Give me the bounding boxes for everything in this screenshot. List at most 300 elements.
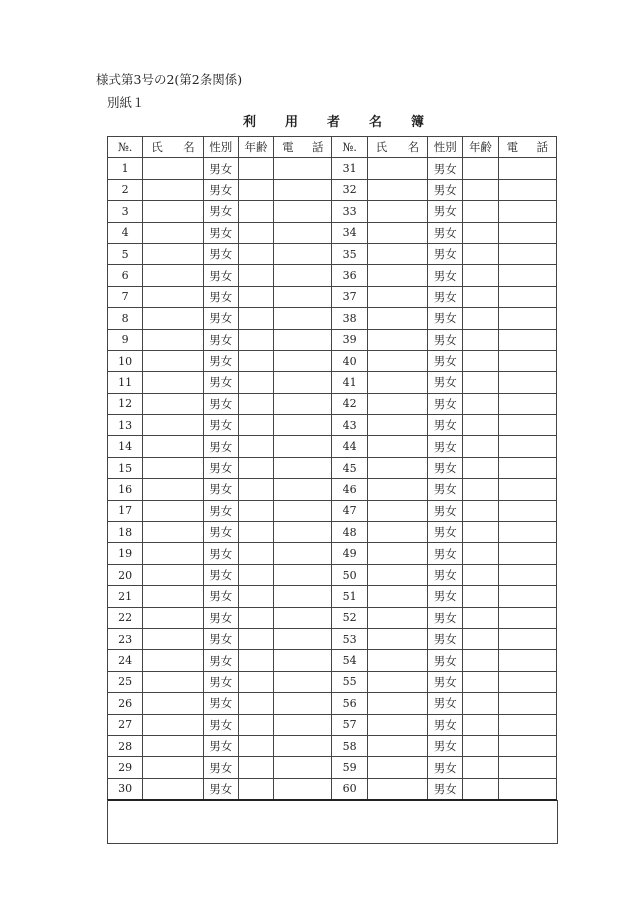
row-number: 31 [332,158,367,179]
name-cell[interactable] [143,415,203,436]
age-cell[interactable] [463,757,498,778]
name-cell[interactable] [367,158,427,179]
row-number: 60 [332,778,367,800]
sex-cell[interactable]: 男女 [203,479,238,500]
sex-cell[interactable]: 男女 [428,308,463,329]
age-cell[interactable] [463,286,498,307]
age-cell[interactable] [238,457,273,478]
sex-cell[interactable]: 男女 [428,286,463,307]
age-cell[interactable] [238,714,273,735]
tel-cell[interactable] [498,714,556,735]
row-number: 2 [108,179,143,200]
col-name-left-2: 氏 [375,140,388,155]
tel-cell[interactable] [498,693,556,714]
tel-cell[interactable] [274,308,332,329]
sex-cell[interactable]: 男女 [203,372,238,393]
name-cell[interactable] [143,308,203,329]
name-cell[interactable] [143,265,203,286]
name-cell[interactable] [143,693,203,714]
sex-cell[interactable]: 男女 [203,350,238,371]
sex-cell[interactable]: 男女 [203,607,238,628]
notes-box[interactable] [107,800,558,844]
age-cell[interactable] [238,735,273,756]
name-cell[interactable] [367,693,427,714]
sex-cell[interactable]: 男女 [203,393,238,414]
tel-cell[interactable] [498,586,556,607]
row-number: 20 [108,564,143,585]
tel-cell[interactable] [498,158,556,179]
name-cell[interactable] [143,735,203,756]
tel-cell[interactable] [498,265,556,286]
sex-cell[interactable]: 男女 [428,778,463,800]
name-cell[interactable] [367,628,427,649]
form-reference: 様式第3号の2(第2条関係) [96,72,243,87]
name-cell[interactable] [143,350,203,371]
name-cell[interactable] [143,650,203,671]
sex-cell[interactable]: 男女 [203,650,238,671]
age-cell[interactable] [238,650,273,671]
age-cell[interactable] [238,778,273,800]
name-cell[interactable] [143,457,203,478]
name-cell[interactable] [367,586,427,607]
age-cell[interactable] [238,179,273,200]
table-row [108,286,557,307]
row-number: 43 [332,415,367,436]
name-cell[interactable] [367,415,427,436]
age-cell[interactable] [463,350,498,371]
name-cell[interactable] [143,522,203,543]
tel-cell[interactable] [274,693,332,714]
tel-cell[interactable] [498,179,556,200]
tel-cell[interactable] [498,500,556,521]
age-cell[interactable] [463,714,498,735]
tel-cell[interactable] [274,500,332,521]
tel-cell[interactable] [498,650,556,671]
row-number: 23 [108,628,143,649]
name-cell[interactable] [143,286,203,307]
tel-cell[interactable] [498,671,556,692]
row-number: 1 [108,158,143,179]
sex-cell[interactable]: 男女 [428,265,463,286]
sex-cell[interactable]: 男女 [203,586,238,607]
sex-cell[interactable]: 男女 [428,222,463,243]
sex-cell[interactable]: 男女 [428,522,463,543]
age-cell[interactable] [463,671,498,692]
col-tel-header-2 [498,137,556,158]
age-cell[interactable] [463,479,498,500]
name-cell[interactable] [143,372,203,393]
sex-cell[interactable]: 男女 [428,243,463,264]
tel-cell[interactable] [274,393,332,414]
sex-cell[interactable]: 男女 [428,201,463,222]
sex-cell[interactable]: 男女 [203,457,238,478]
tel-cell[interactable] [274,286,332,307]
age-cell[interactable] [238,693,273,714]
age-cell[interactable] [463,543,498,564]
name-cell[interactable] [367,329,427,350]
col-name-header [143,137,203,158]
sex-cell[interactable]: 男女 [428,350,463,371]
name-cell[interactable] [143,500,203,521]
sex-cell[interactable]: 男女 [428,607,463,628]
sex-cell[interactable]: 男女 [203,436,238,457]
table-row [108,607,557,628]
age-cell[interactable] [238,543,273,564]
sex-cell[interactable]: 男女 [428,436,463,457]
age-cell[interactable] [463,628,498,649]
tel-cell[interactable] [274,586,332,607]
col-name-right: 名 [183,140,195,155]
name-cell[interactable] [367,564,427,585]
col-age-header: 年齢 [238,137,273,158]
name-cell[interactable] [367,457,427,478]
age-cell[interactable] [463,308,498,329]
tel-cell[interactable] [498,735,556,756]
sex-cell[interactable]: 男女 [428,158,463,179]
row-number: 52 [332,607,367,628]
age-cell[interactable] [238,265,273,286]
sex-cell[interactable]: 男女 [428,479,463,500]
row-number: 50 [332,564,367,585]
sex-cell[interactable]: 男女 [428,415,463,436]
tel-cell[interactable] [274,564,332,585]
name-cell[interactable] [367,757,427,778]
tel-cell[interactable] [498,350,556,371]
sex-cell[interactable]: 男女 [203,564,238,585]
name-cell[interactable] [367,308,427,329]
name-cell[interactable] [367,522,427,543]
sex-cell[interactable]: 男女 [203,693,238,714]
sex-cell[interactable]: 男女 [428,735,463,756]
sex-cell[interactable]: 男女 [428,329,463,350]
tel-cell[interactable] [274,457,332,478]
sex-cell[interactable]: 男女 [428,500,463,521]
name-cell[interactable] [143,393,203,414]
name-cell[interactable] [367,607,427,628]
sex-cell[interactable]: 男女 [203,671,238,692]
name-cell[interactable] [143,222,203,243]
name-cell[interactable] [367,243,427,264]
row-number: 58 [332,735,367,756]
sex-cell[interactable]: 男女 [203,158,238,179]
age-cell[interactable] [463,158,498,179]
age-cell[interactable] [463,436,498,457]
age-cell[interactable] [463,179,498,200]
age-cell[interactable] [238,671,273,692]
age-cell[interactable] [238,372,273,393]
table-row [108,500,557,521]
age-cell[interactable] [463,693,498,714]
row-number: 38 [332,308,367,329]
table-row [108,714,557,735]
name-cell[interactable] [143,778,203,800]
row-number: 51 [332,586,367,607]
sex-cell[interactable]: 男女 [428,671,463,692]
age-cell[interactable] [238,500,273,521]
age-cell[interactable] [238,607,273,628]
row-number: 49 [332,543,367,564]
sex-cell[interactable]: 男女 [203,308,238,329]
row-number: 28 [108,735,143,756]
row-number: 7 [108,286,143,307]
tel-cell[interactable] [274,179,332,200]
row-number: 13 [108,415,143,436]
tel-cell[interactable] [274,372,332,393]
age-cell[interactable] [238,415,273,436]
tel-cell[interactable] [498,564,556,585]
name-cell[interactable] [367,778,427,800]
age-cell[interactable] [238,586,273,607]
name-cell[interactable] [143,564,203,585]
row-number: 10 [108,350,143,371]
age-cell[interactable] [238,436,273,457]
name-cell[interactable] [143,586,203,607]
tel-cell[interactable] [274,671,332,692]
tel-cell[interactable] [498,372,556,393]
tel-cell[interactable] [274,479,332,500]
table-row [108,586,557,607]
age-cell[interactable] [238,286,273,307]
age-cell[interactable] [238,222,273,243]
row-number: 17 [108,500,143,521]
tel-cell[interactable] [274,543,332,564]
col-tel-header [274,137,332,158]
table-row [108,329,557,350]
name-cell[interactable] [143,714,203,735]
sex-cell[interactable]: 男女 [428,693,463,714]
age-cell[interactable] [238,757,273,778]
sex-cell[interactable]: 男女 [203,243,238,264]
name-cell[interactable] [143,179,203,200]
sex-cell[interactable]: 男女 [203,201,238,222]
tel-cell[interactable] [498,757,556,778]
sex-cell[interactable]: 男女 [203,329,238,350]
tel-cell[interactable] [274,778,332,800]
row-number: 56 [332,693,367,714]
tel-cell[interactable] [498,479,556,500]
name-cell[interactable] [143,329,203,350]
table-row [108,479,557,500]
tel-cell[interactable] [498,436,556,457]
name-cell[interactable] [367,436,427,457]
name-cell[interactable] [367,671,427,692]
age-cell[interactable] [238,308,273,329]
tel-cell[interactable] [498,286,556,307]
roster-table [107,136,557,801]
row-number: 47 [332,500,367,521]
tel-cell[interactable] [498,607,556,628]
age-cell[interactable] [238,201,273,222]
name-cell[interactable] [143,671,203,692]
sex-cell[interactable]: 男女 [428,372,463,393]
table-row [108,393,557,414]
age-cell[interactable] [463,778,498,800]
age-cell[interactable] [238,564,273,585]
tel-cell[interactable] [498,393,556,414]
tel-cell[interactable] [274,607,332,628]
age-cell[interactable] [463,564,498,585]
sex-cell[interactable]: 男女 [203,179,238,200]
name-cell[interactable] [367,265,427,286]
tel-cell[interactable] [274,714,332,735]
row-number: 41 [332,372,367,393]
tel-cell[interactable] [498,308,556,329]
row-number: 24 [108,650,143,671]
age-cell[interactable] [463,607,498,628]
sex-cell[interactable]: 男女 [428,586,463,607]
sex-cell[interactable]: 男女 [203,286,238,307]
tel-cell[interactable] [498,243,556,264]
row-number: 11 [108,372,143,393]
sex-cell[interactable]: 男女 [428,650,463,671]
tel-cell[interactable] [274,757,332,778]
tel-cell[interactable] [274,522,332,543]
row-number: 39 [332,329,367,350]
age-cell[interactable] [238,479,273,500]
row-number: 45 [332,457,367,478]
tel-cell[interactable] [498,778,556,800]
age-cell[interactable] [463,201,498,222]
age-cell[interactable] [463,500,498,521]
row-number: 19 [108,543,143,564]
age-cell[interactable] [463,522,498,543]
name-cell[interactable] [367,735,427,756]
sex-cell[interactable]: 男女 [428,457,463,478]
row-number: 12 [108,393,143,414]
name-cell[interactable] [367,222,427,243]
age-cell[interactable] [463,372,498,393]
row-number: 22 [108,607,143,628]
name-cell[interactable] [143,757,203,778]
tel-cell[interactable] [274,436,332,457]
row-number: 33 [332,201,367,222]
tel-cell[interactable] [274,650,332,671]
name-cell[interactable] [367,372,427,393]
age-cell[interactable] [463,329,498,350]
age-cell[interactable] [238,158,273,179]
tel-cell[interactable] [274,350,332,371]
tel-cell[interactable] [274,222,332,243]
age-cell[interactable] [238,393,273,414]
sex-cell[interactable]: 男女 [428,564,463,585]
sex-cell[interactable]: 男女 [428,714,463,735]
name-cell[interactable] [367,650,427,671]
col-tel-right-2: 話 [536,140,548,155]
tel-cell[interactable] [274,628,332,649]
age-cell[interactable] [238,628,273,649]
table-row [108,778,557,800]
row-number: 4 [108,222,143,243]
age-cell[interactable] [463,222,498,243]
sex-cell[interactable]: 男女 [203,543,238,564]
name-cell[interactable] [143,158,203,179]
sex-cell[interactable]: 男女 [428,179,463,200]
age-cell[interactable] [463,586,498,607]
name-cell[interactable] [367,479,427,500]
tel-cell[interactable] [498,543,556,564]
age-cell[interactable] [463,457,498,478]
sex-cell[interactable]: 男女 [428,628,463,649]
name-cell[interactable] [143,436,203,457]
tel-cell[interactable] [498,222,556,243]
name-cell[interactable] [367,393,427,414]
tel-cell[interactable] [274,158,332,179]
age-cell[interactable] [463,265,498,286]
sex-cell[interactable]: 男女 [203,222,238,243]
name-cell[interactable] [367,350,427,371]
col-tel-left: 電 [282,140,294,155]
tel-cell[interactable] [498,522,556,543]
age-cell[interactable] [463,393,498,414]
age-cell[interactable] [463,243,498,264]
table-row [108,436,557,457]
col-name-right-2: 名 [407,140,420,155]
sex-cell[interactable]: 男女 [203,265,238,286]
name-cell[interactable] [367,179,427,200]
name-cell[interactable] [367,286,427,307]
tel-cell[interactable] [274,201,332,222]
col-age-header-2: 年齢 [463,137,498,158]
name-cell[interactable] [143,479,203,500]
col-no-header-2: №. [332,137,367,158]
tel-cell[interactable] [274,265,332,286]
name-cell[interactable] [367,201,427,222]
row-number: 21 [108,586,143,607]
sex-cell[interactable]: 男女 [203,778,238,800]
sex-cell[interactable]: 男女 [203,714,238,735]
tel-cell[interactable] [498,415,556,436]
tel-cell[interactable] [498,628,556,649]
age-cell[interactable] [463,650,498,671]
tel-cell[interactable] [498,457,556,478]
tel-cell[interactable] [274,329,332,350]
age-cell[interactable] [463,735,498,756]
tel-cell[interactable] [498,201,556,222]
age-cell[interactable] [238,350,273,371]
tel-cell[interactable] [274,735,332,756]
sex-cell[interactable]: 男女 [428,543,463,564]
age-cell[interactable] [238,522,273,543]
name-cell[interactable] [367,500,427,521]
sex-cell[interactable]: 男女 [428,757,463,778]
tel-cell[interactable] [274,243,332,264]
tel-cell[interactable] [498,329,556,350]
name-cell[interactable] [367,543,427,564]
sex-cell[interactable]: 男女 [203,757,238,778]
age-cell[interactable] [463,415,498,436]
name-cell[interactable] [143,543,203,564]
name-cell[interactable] [367,714,427,735]
age-cell[interactable] [238,243,273,264]
name-cell[interactable] [143,628,203,649]
row-number: 55 [332,671,367,692]
name-cell[interactable] [143,201,203,222]
sex-cell[interactable]: 男女 [203,628,238,649]
sex-cell[interactable]: 男女 [203,500,238,521]
table-row [108,265,557,286]
sex-cell[interactable]: 男女 [203,415,238,436]
row-number: 42 [332,393,367,414]
sex-cell[interactable]: 男女 [203,522,238,543]
table-row [108,543,557,564]
name-cell[interactable] [143,243,203,264]
name-cell[interactable] [143,607,203,628]
header-row [108,137,557,158]
age-cell[interactable] [238,329,273,350]
sex-cell[interactable]: 男女 [203,735,238,756]
sex-cell[interactable]: 男女 [428,393,463,414]
tel-cell[interactable] [274,415,332,436]
